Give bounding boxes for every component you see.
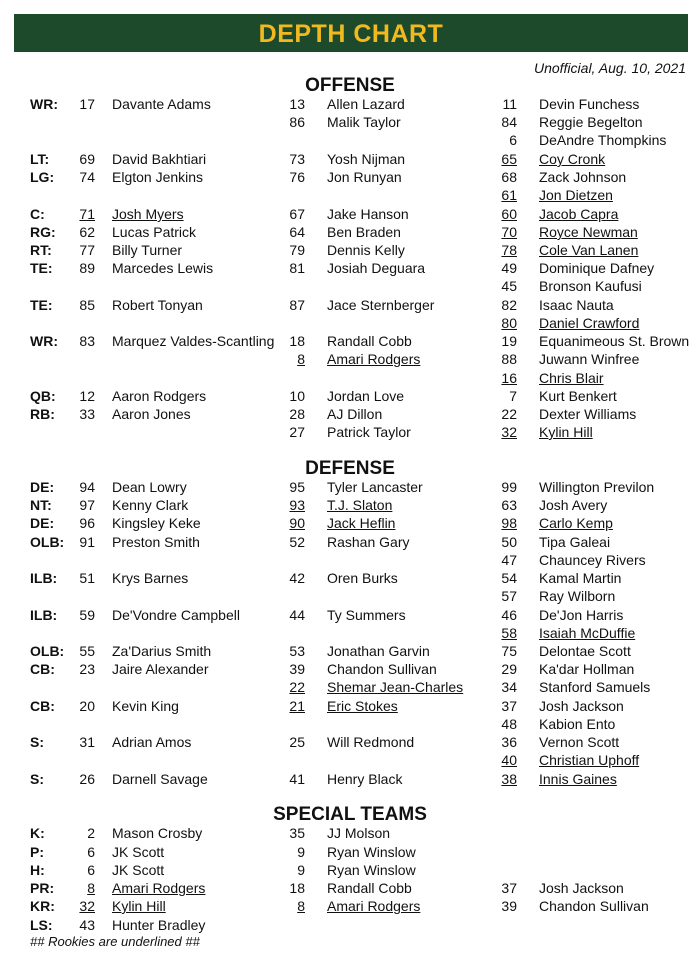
depth-row: [0, 569, 700, 587]
depth-row: [0, 296, 700, 314]
depth-row: [0, 223, 700, 241]
position-label: S:: [30, 734, 44, 750]
jersey-number: 2: [87, 825, 95, 841]
depth-row: [0, 751, 700, 769]
player-name: Jack Heflin: [327, 515, 396, 531]
player-name: Aaron Jones: [112, 406, 191, 422]
jersey-number: 61: [501, 187, 517, 203]
jersey-number: 34: [501, 679, 517, 695]
player-name: Dexter Williams: [539, 406, 637, 422]
player-name: Jaire Alexander: [112, 661, 209, 677]
player-name: Ray Wilborn: [539, 588, 616, 604]
player-name: Elgton Jenkins: [112, 169, 204, 185]
jersey-number: 27: [289, 424, 305, 440]
position-label: S:: [30, 771, 44, 787]
jersey-number: 60: [501, 206, 517, 222]
jersey-number: 73: [289, 151, 305, 167]
jersey-number: 20: [79, 698, 95, 714]
position-label: P:: [30, 844, 44, 860]
jersey-number: 59: [79, 607, 95, 623]
depth-row: [0, 551, 700, 569]
depth-row: [0, 332, 700, 350]
jersey-number: 8: [297, 351, 305, 367]
jersey-number: 87: [289, 297, 305, 313]
footnote: ## Rookies are underlined ##: [30, 934, 200, 949]
player-name: Marquez Valdes-Scantling: [112, 333, 275, 349]
jersey-number: 81: [289, 260, 305, 276]
jersey-number: 58: [501, 625, 517, 641]
depth-row: [0, 770, 700, 788]
position-label: CB:: [30, 661, 55, 677]
jersey-number: 64: [289, 224, 305, 240]
depth-row: [0, 514, 700, 532]
section-special-teams: SPECIAL TEAMS: [273, 804, 427, 825]
player-name: Jace Sternberger: [327, 297, 435, 313]
jersey-number: 22: [289, 679, 305, 695]
player-name: Equanimeous St. Brown: [539, 333, 690, 349]
jersey-number: 99: [501, 479, 517, 495]
jersey-number: 11: [502, 96, 517, 112]
jersey-number: 85: [79, 297, 95, 313]
jersey-number: 93: [289, 497, 305, 513]
player-name: Kurt Benkert: [539, 388, 617, 404]
player-name: Kingsley Keke: [112, 515, 201, 531]
player-name: Amari Rodgers: [327, 351, 421, 367]
jersey-number: 7: [509, 388, 517, 404]
player-name: Josh Jackson: [539, 698, 624, 714]
jersey-number: 79: [289, 242, 305, 258]
player-name: Oren Burks: [327, 570, 398, 586]
depth-row: [0, 277, 700, 295]
player-name: Chandon Sullivan: [539, 898, 649, 914]
position-label: DE:: [30, 515, 55, 531]
jersey-number: 26: [79, 771, 95, 787]
position-label: LG:: [30, 169, 55, 185]
jersey-number: 57: [501, 588, 517, 604]
player-name: Will Redmond: [327, 734, 415, 750]
player-name: Ben Braden: [327, 224, 401, 240]
player-name: Rashan Gary: [327, 534, 410, 550]
depth-row: [0, 587, 700, 605]
position-label: KR:: [30, 898, 55, 914]
jersey-number: 17: [79, 96, 95, 112]
jersey-number: 55: [79, 643, 95, 659]
position-label: LS:: [30, 917, 53, 933]
depth-row: [0, 843, 700, 861]
player-name: JK Scott: [112, 844, 165, 860]
player-name: Chandon Sullivan: [327, 661, 437, 677]
jersey-number: 21: [289, 698, 305, 714]
depth-row: [0, 168, 700, 186]
jersey-number: 36: [501, 734, 517, 750]
position-label: RG:: [30, 224, 56, 240]
player-name: Chauncey Rivers: [539, 552, 646, 568]
depth-row: [0, 131, 700, 149]
jersey-number: 50: [501, 534, 517, 550]
player-name: Ka'dar Hollman: [539, 661, 635, 677]
jersey-number: 32: [79, 898, 95, 914]
player-name: Innis Gaines: [539, 771, 617, 787]
player-name: Reggie Begelton: [539, 114, 643, 130]
jersey-number: 97: [79, 497, 95, 513]
depth-row: [0, 733, 700, 751]
depth-row: [0, 897, 700, 915]
player-name: Daniel Crawford: [539, 315, 640, 331]
jersey-number: 45: [501, 278, 517, 294]
player-name: Jonathan Garvin: [327, 643, 430, 659]
depth-row: [0, 423, 700, 441]
player-name: Isaiah McDuffie: [539, 625, 636, 641]
player-name: Royce Newman: [539, 224, 638, 240]
player-name: Ryan Winslow: [327, 844, 416, 860]
player-name: Robert Tonyan: [112, 297, 203, 313]
player-name: Jon Dietzen: [539, 187, 613, 203]
depth-row: [0, 241, 700, 259]
jersey-number: 78: [501, 242, 517, 258]
position-label: K:: [30, 825, 45, 841]
player-name: Isaac Nauta: [539, 297, 614, 313]
depth-row: [0, 879, 700, 897]
player-name: Kamal Martin: [539, 570, 622, 586]
player-name: Kevin King: [112, 698, 179, 714]
jersey-number: 86: [289, 114, 305, 130]
jersey-number: 48: [501, 716, 517, 732]
player-name: Josh Myers: [112, 206, 184, 222]
position-label: H:: [30, 862, 45, 878]
jersey-number: 43: [79, 917, 95, 933]
player-name: Ty Summers: [327, 607, 406, 623]
player-name: Mason Crosby: [112, 825, 203, 841]
jersey-number: 88: [501, 351, 517, 367]
depth-row: [0, 660, 700, 678]
jersey-number: 9: [297, 844, 305, 860]
jersey-number: 52: [289, 534, 305, 550]
position-label: LT:: [30, 151, 50, 167]
player-name: Dean Lowry: [112, 479, 187, 495]
jersey-number: 80: [501, 315, 517, 331]
player-name: Delontae Scott: [539, 643, 631, 659]
jersey-number: 44: [289, 607, 305, 623]
player-name: Darnell Savage: [112, 771, 208, 787]
depth-row: [0, 715, 700, 733]
player-name: Kabion Ento: [539, 716, 616, 732]
depth-row: [0, 369, 700, 387]
jersey-number: 53: [289, 643, 305, 659]
jersey-number: 76: [289, 169, 305, 185]
jersey-number: 35: [289, 825, 305, 841]
player-name: Christian Uphoff: [539, 752, 640, 768]
player-name: Preston Smith: [112, 534, 200, 550]
depth-row: [0, 916, 700, 934]
player-name: Lucas Patrick: [112, 224, 197, 240]
player-name: Cole Van Lanen: [539, 242, 639, 258]
player-name: Amari Rodgers: [327, 898, 421, 914]
section-offense: OFFENSE: [305, 75, 395, 96]
player-name: JJ Molson: [327, 825, 391, 841]
player-name: Tipa Galeai: [539, 534, 611, 550]
depth-row: [0, 678, 700, 696]
jersey-number: 91: [79, 534, 95, 550]
position-label: WR:: [30, 96, 58, 112]
jersey-number: 18: [289, 333, 305, 349]
jersey-number: 82: [501, 297, 517, 313]
player-name: Hunter Bradley: [112, 917, 206, 933]
position-label: OLB:: [30, 643, 65, 659]
jersey-number: 71: [79, 206, 95, 222]
position-label: C:: [30, 206, 45, 222]
player-name: Shemar Jean-Charles: [327, 679, 464, 695]
section-defense: DEFENSE: [305, 458, 395, 479]
player-name: Josiah Deguara: [327, 260, 426, 276]
jersey-number: 90: [289, 515, 305, 531]
player-name: JK Scott: [112, 862, 165, 878]
player-name: Jake Hanson: [327, 206, 409, 222]
jersey-number: 39: [289, 661, 305, 677]
depth-row: [0, 405, 700, 423]
player-name: Coy Cronk: [539, 151, 606, 167]
depth-row: [0, 314, 700, 332]
player-name: Chris Blair: [539, 370, 604, 386]
player-name: Allen Lazard: [327, 96, 405, 112]
player-name: Dennis Kelly: [327, 242, 405, 258]
player-name: Bronson Kaufusi: [539, 278, 642, 294]
player-name: Ryan Winslow: [327, 862, 416, 878]
player-name: Patrick Taylor: [327, 424, 411, 440]
jersey-number: 6: [87, 862, 95, 878]
jersey-number: 8: [87, 880, 95, 896]
player-name: Josh Jackson: [539, 880, 624, 896]
player-name: Jacob Capra: [539, 206, 619, 222]
jersey-number: 12: [79, 388, 95, 404]
jersey-number: 8: [297, 898, 305, 914]
player-name: Dominique Dafney: [539, 260, 655, 276]
depth-row: [0, 533, 700, 551]
player-name: Juwann Winfree: [539, 351, 640, 367]
jersey-number: 89: [79, 260, 95, 276]
jersey-number: 6: [87, 844, 95, 860]
player-name: Eric Stokes: [327, 698, 398, 714]
jersey-number: 29: [501, 661, 517, 677]
depth-row: [0, 150, 700, 168]
depth-row: [0, 478, 700, 496]
position-label: ILB:: [30, 607, 58, 623]
jersey-number: 23: [79, 661, 95, 677]
jersey-number: 37: [501, 880, 517, 896]
jersey-number: 62: [79, 224, 95, 240]
jersey-number: 83: [79, 333, 95, 349]
jersey-number: 47: [501, 552, 517, 568]
player-name: Yosh Nijman: [327, 151, 406, 167]
player-name: De'Jon Harris: [539, 607, 624, 623]
position-label: PR:: [30, 880, 55, 896]
player-name: Randall Cobb: [327, 333, 412, 349]
jersey-number: 63: [501, 497, 517, 513]
player-name: Carlo Kemp: [539, 515, 613, 531]
player-name: Willington Previlon: [539, 479, 655, 495]
player-name: Randall Cobb: [327, 880, 412, 896]
depth-row: [0, 606, 700, 624]
player-name: Adrian Amos: [112, 734, 192, 750]
depth-row: [0, 259, 700, 277]
jersey-number: 94: [79, 479, 95, 495]
position-label: DE:: [30, 479, 55, 495]
player-name: Malik Taylor: [327, 114, 401, 130]
jersey-number: 77: [79, 242, 95, 258]
jersey-number: 28: [289, 406, 305, 422]
player-name: Tyler Lancaster: [327, 479, 423, 495]
player-name: Josh Avery: [539, 497, 608, 513]
player-name: T.J. Slaton: [327, 497, 393, 513]
player-name: Devin Funchess: [539, 96, 640, 112]
player-name: Kylin Hill: [539, 424, 593, 440]
depth-row: [0, 697, 700, 715]
depth-row: [0, 624, 700, 642]
player-name: Billy Turner: [112, 242, 183, 258]
depth-row: [0, 113, 700, 131]
jersey-number: 54: [501, 570, 517, 586]
jersey-number: 46: [501, 607, 517, 623]
player-name: Marcedes Lewis: [112, 260, 214, 276]
position-label: TE:: [30, 297, 53, 313]
jersey-number: 74: [79, 169, 95, 185]
jersey-number: 13: [289, 96, 305, 112]
player-name: David Bakhtiari: [112, 151, 207, 167]
position-label: CB:: [30, 698, 55, 714]
depth-row: [0, 861, 700, 879]
jersey-number: 16: [501, 370, 517, 386]
jersey-number: 31: [79, 734, 95, 750]
jersey-number: 49: [501, 260, 517, 276]
player-name: De'Vondre Campbell: [112, 607, 240, 623]
jersey-number: 75: [501, 643, 517, 659]
player-name: Kylin Hill: [112, 898, 166, 914]
jersey-number: 25: [289, 734, 305, 750]
position-label: ILB:: [30, 570, 58, 586]
jersey-number: 65: [501, 151, 517, 167]
jersey-number: 84: [501, 114, 517, 130]
position-label: WR:: [30, 333, 58, 349]
player-name: Vernon Scott: [539, 734, 620, 750]
jersey-number: 98: [501, 515, 517, 531]
depth-row: [0, 186, 700, 204]
jersey-number: 37: [501, 698, 517, 714]
player-name: Davante Adams: [112, 96, 211, 112]
jersey-number: 22: [501, 406, 517, 422]
player-name: Amari Rodgers: [112, 880, 206, 896]
depth-row: [0, 95, 700, 113]
player-name: Jon Runyan: [327, 169, 402, 185]
depth-row: [0, 496, 700, 514]
date-note: Unofficial, Aug. 10, 2021: [533, 60, 686, 76]
position-label: NT:: [30, 497, 52, 513]
jersey-number: 18: [289, 880, 305, 896]
jersey-number: 95: [289, 479, 305, 495]
position-label: OLB:: [30, 534, 65, 550]
player-name: Aaron Rodgers: [112, 388, 207, 404]
jersey-number: 51: [79, 570, 95, 586]
player-name: Jordan Love: [327, 388, 405, 404]
position-label: RT:: [30, 242, 52, 258]
depth-row: [0, 642, 700, 660]
player-name: DeAndre Thompkins: [539, 132, 667, 148]
player-name: Kenny Clark: [112, 497, 189, 513]
jersey-number: 70: [501, 224, 517, 240]
jersey-number: 68: [501, 169, 517, 185]
jersey-number: 96: [79, 515, 95, 531]
player-name: Zack Johnson: [539, 169, 627, 185]
jersey-number: 19: [501, 333, 517, 349]
jersey-number: 39: [501, 898, 517, 914]
jersey-number: 32: [501, 424, 517, 440]
position-label: TE:: [30, 260, 53, 276]
jersey-number: 69: [79, 151, 95, 167]
jersey-number: 40: [501, 752, 517, 768]
jersey-number: 67: [289, 206, 305, 222]
player-name: Henry Black: [327, 771, 403, 787]
player-name: Krys Barnes: [112, 570, 189, 586]
player-name: Stanford Samuels: [539, 679, 651, 695]
jersey-number: 42: [289, 570, 305, 586]
jersey-number: 33: [79, 406, 95, 422]
page-title: DEPTH CHART: [14, 14, 688, 52]
depth-row: [0, 350, 700, 368]
player-name: AJ Dillon: [327, 406, 383, 422]
depth-row: [0, 205, 700, 223]
position-label: RB:: [30, 406, 55, 422]
jersey-number: 38: [501, 771, 517, 787]
jersey-number: 6: [509, 132, 517, 148]
player-name: Za'Darius Smith: [112, 643, 212, 659]
jersey-number: 9: [297, 862, 305, 878]
jersey-number: 41: [289, 771, 305, 787]
depth-row: [0, 387, 700, 405]
position-label: QB:: [30, 388, 56, 404]
jersey-number: 10: [289, 388, 305, 404]
depth-row: [0, 824, 700, 842]
